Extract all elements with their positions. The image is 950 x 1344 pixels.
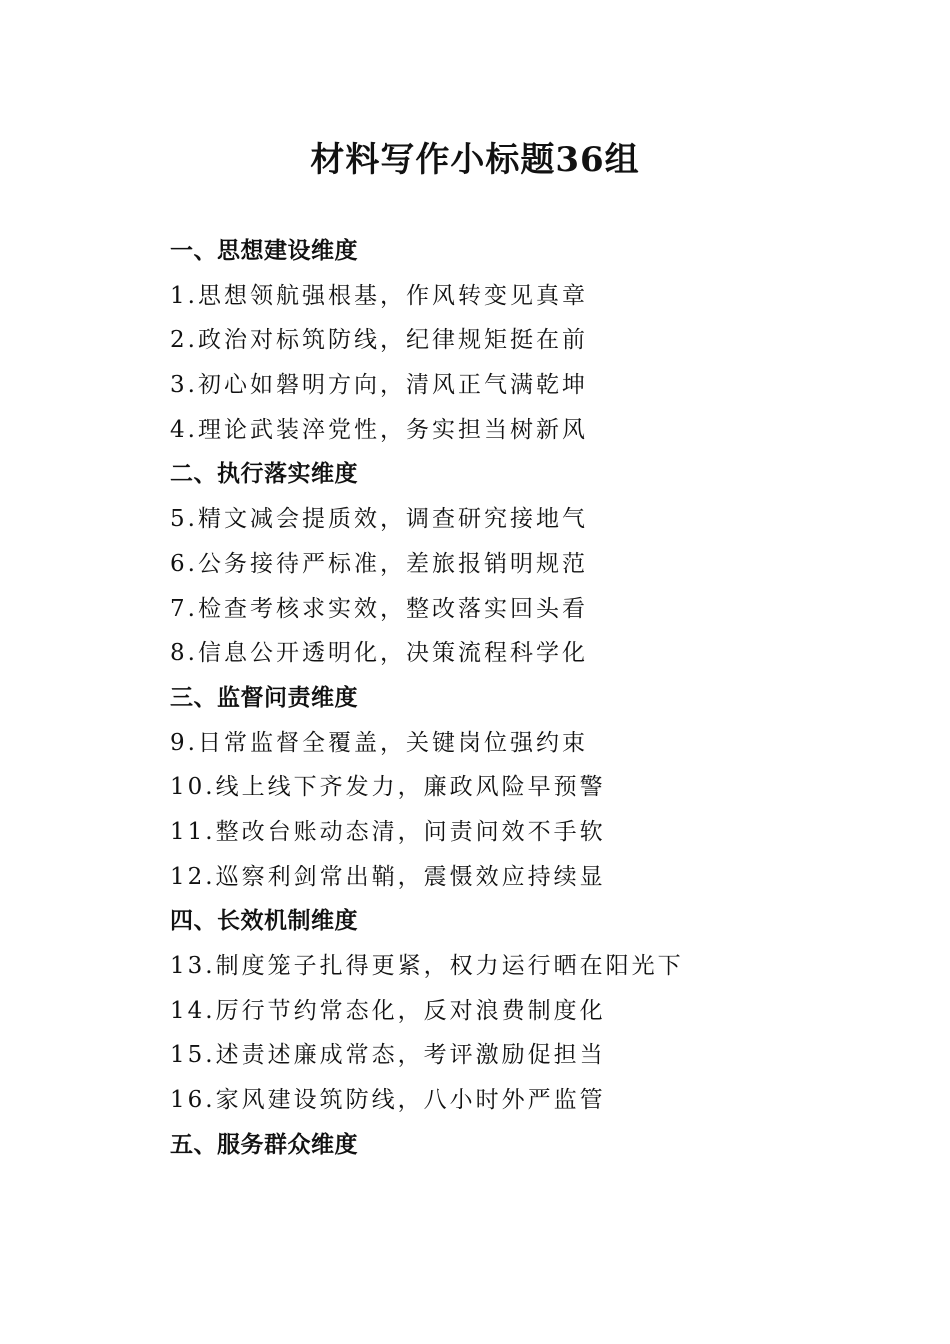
list-item: 9.日常监督全覆盖，关键岗位强约束 <box>170 729 588 756</box>
section-heading: 四、长效机制维度 <box>170 908 358 935</box>
section-heading: 三、监督问责维度 <box>170 684 358 711</box>
list-item: 8.信息公开透明化，决策流程科学化 <box>170 640 588 667</box>
list-item: 3.初心如磐明方向，清风正气满乾坤 <box>170 372 588 399</box>
list-item: 1.思想领航强根基，作风转变见真章 <box>170 282 588 309</box>
list-item: 15.述责述廉成常态，考评激励促担当 <box>170 1042 606 1069</box>
document-title: 材料写作小标题36组 <box>310 140 640 180</box>
list-item: 12.巡察利剑常出鞘，震慑效应持续显 <box>170 863 606 890</box>
list-item: 10.线上线下齐发力，廉政风险早预警 <box>170 774 606 801</box>
list-item: 16.家风建设筑防线，八小时外严监管 <box>170 1087 606 1114</box>
section-heading: 五、服务群众维度 <box>170 1131 358 1158</box>
list-item: 7.检查考核求实效，整改落实回头看 <box>170 595 588 622</box>
section-heading: 一、思想建设维度 <box>170 238 358 264</box>
list-item: 5.精文减会提质效，调查研究接地气 <box>170 506 588 533</box>
list-item: 14.厉行节约常态化，反对浪费制度化 <box>170 997 606 1024</box>
document-body <box>170 229 870 1167</box>
list-item: 11.整改台账动态清，问责问效不手软 <box>170 818 606 845</box>
section-heading: 二、执行落实维度 <box>170 461 358 488</box>
list-item: 4.理论武装淬党性，务实担当树新风 <box>170 416 588 443</box>
list-item: 2.政治对标筑防线，纪律规矩挺在前 <box>170 327 588 354</box>
list-item: 13.制度笼子扎得更紧，权力运行晒在阳光下 <box>170 953 684 979</box>
list-item: 6.公务接待严标准，差旅报销明规范 <box>170 550 588 577</box>
